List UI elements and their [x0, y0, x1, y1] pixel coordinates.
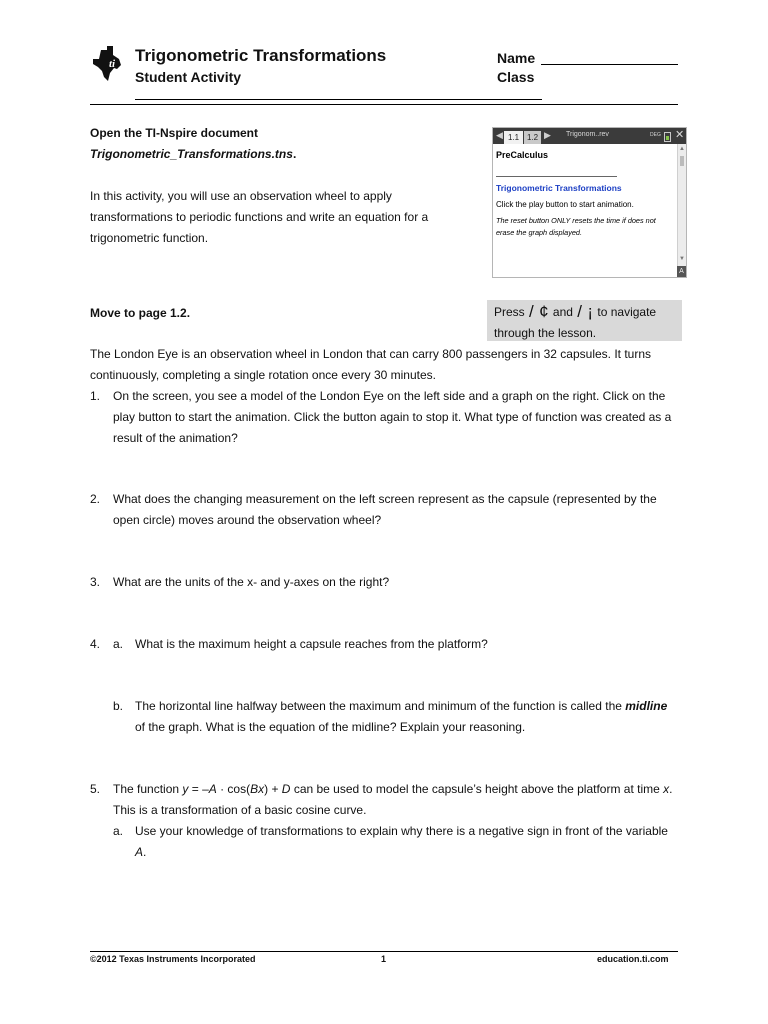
calculator-divider	[496, 176, 617, 177]
right-arrow-icon: ▶	[544, 130, 551, 140]
q5-var-d: D	[281, 782, 291, 796]
footer-page-number: 1	[381, 954, 387, 964]
question-4a-text: What is the maximum height a capsule reaches from the platform?	[135, 637, 488, 651]
navigation-tip-box	[487, 300, 682, 341]
header-rule	[90, 104, 678, 105]
question-4-number: 4.	[90, 637, 101, 651]
q5a-text: Use your knowledge of transformations to explain why there is a negative sign in front of the variable	[135, 824, 668, 838]
navigation-tip-line-1	[494, 300, 656, 324]
document-file-line	[90, 144, 296, 165]
intro-paragraph: In this activity, you will use an observation wheel to apply transformations to periodic functions and write an equation for a trigonometric function.	[90, 189, 429, 245]
question-4b-text	[135, 696, 675, 738]
navigation-tip-line-2: through the lesson.	[494, 326, 597, 340]
corner-indicator: A	[677, 266, 686, 277]
q5-var-x: x	[258, 782, 265, 796]
calculator-instruction-2: The reset button ONLY resets the time if does not erase the graph displayed.	[496, 216, 656, 237]
scroll-thumb[interactable]	[680, 156, 684, 166]
name-label: Name	[497, 50, 536, 66]
question-5-number: 5.	[90, 782, 101, 796]
question-5a-letter: a.	[113, 824, 124, 838]
calculator-heading: PreCalculus	[496, 150, 549, 160]
calculator-instruction-1: Click the play button to start animation.	[496, 200, 634, 209]
press-label: Press	[494, 305, 525, 319]
question-4b-text-part-2: of the graph. What is the equation of the midline? Explain your reasoning.	[135, 720, 526, 734]
calculator-scrollbar[interactable]	[677, 144, 687, 277]
q5-var-a: A	[208, 782, 217, 796]
question-2-text: What does the changing measurement on the left screen represent as the capsule (represented by the open circle) moves around the observation wheel?	[113, 492, 657, 527]
question-4b-letter: b.	[113, 699, 124, 713]
open-document-instruction: Open the TI-Nspire document	[90, 126, 259, 140]
question-1-text: On the screen, you see a model of the London Eye on the left side and a graph on the right. Click on the play button to start the animation. Click the button again to stop it. What type of function was created as a result of the animation?	[113, 389, 672, 445]
question-1-number: 1.	[90, 389, 101, 403]
class-label: Class	[497, 69, 535, 85]
right-key-icon: ¢	[539, 302, 549, 321]
q5-var-x2: x	[663, 782, 670, 796]
tab-page-1-2[interactable]: 1.2	[524, 131, 541, 144]
calculator-document-name: Trigonom..rev	[566, 131, 609, 138]
question-5a-text	[135, 821, 675, 863]
q5-var-y: y	[182, 782, 189, 796]
tab-page-1-1[interactable]: 1.1	[504, 131, 523, 144]
q5-var-b: B	[250, 782, 259, 796]
q5-plus: ) +	[264, 782, 282, 796]
ctrl-key-icon: /	[529, 302, 534, 321]
calculator-activity-title: Trigonometric Transformations	[496, 183, 622, 193]
q5-intro: The function	[113, 782, 180, 796]
q5a-var: A	[135, 845, 144, 859]
document-subtitle: Student Activity	[135, 69, 242, 85]
left-arrow-icon: ◀	[496, 130, 503, 140]
footer-copyright: ©2012 Texas Instruments Incorporated	[90, 954, 256, 964]
q5-rest-2: . This is a transformation of a basic cosine curve.	[113, 782, 673, 817]
london-eye-paragraph: The London Eye is an observation wheel in London that can carry 800 passengers in 32 capsules. It turns continuously, completing a single rotation once every 30 minutes.	[90, 347, 652, 382]
left-key-icon: ¡	[587, 302, 594, 321]
svg-text:ti: ti	[109, 58, 116, 70]
document-file-name: Trigonometric_Transformations.tns	[90, 147, 293, 161]
q5-rest-1: can be used to model the capsule’s height above the platform at time	[293, 782, 660, 796]
navigate-text: to navigate	[597, 305, 657, 319]
document-title: Trigonometric Transformations	[135, 46, 387, 65]
q5-cos: · cos(	[216, 782, 251, 796]
ctrl-key-icon-2: /	[577, 302, 583, 321]
and-label: and	[552, 305, 573, 319]
footer-rule	[90, 951, 678, 952]
calculator-title-bar	[493, 128, 686, 144]
title-underline	[135, 99, 542, 100]
question-4b-text-part-1: The horizontal line halfway between the maximum and minimum of the function is called the	[135, 699, 622, 713]
q5a-end: .	[143, 845, 147, 859]
midline-term: midline	[625, 699, 668, 713]
battery-icon	[664, 132, 671, 142]
texas-instruments-logo-icon	[90, 46, 124, 82]
angle-mode-indicator: DEG	[650, 132, 661, 138]
name-blank-line	[541, 64, 678, 65]
footer-website: education.ti.com	[597, 954, 669, 964]
scroll-down-icon: ▼	[679, 256, 685, 262]
question-2-number: 2.	[90, 492, 101, 506]
question-4a-letter: a.	[113, 637, 124, 651]
question-3-text: What are the units of the x- and y-axes on the right?	[113, 575, 390, 589]
q5-eq: = –	[188, 782, 209, 796]
move-to-page-instruction: Move to page 1.2.	[90, 306, 191, 320]
ti-nspire-screen	[492, 127, 687, 278]
question-5-text	[113, 779, 673, 821]
document-file-period: .	[292, 147, 297, 161]
scroll-up-icon: ▲	[679, 146, 685, 152]
question-3-number: 3.	[90, 575, 101, 589]
close-icon[interactable]: ✕	[675, 129, 685, 141]
